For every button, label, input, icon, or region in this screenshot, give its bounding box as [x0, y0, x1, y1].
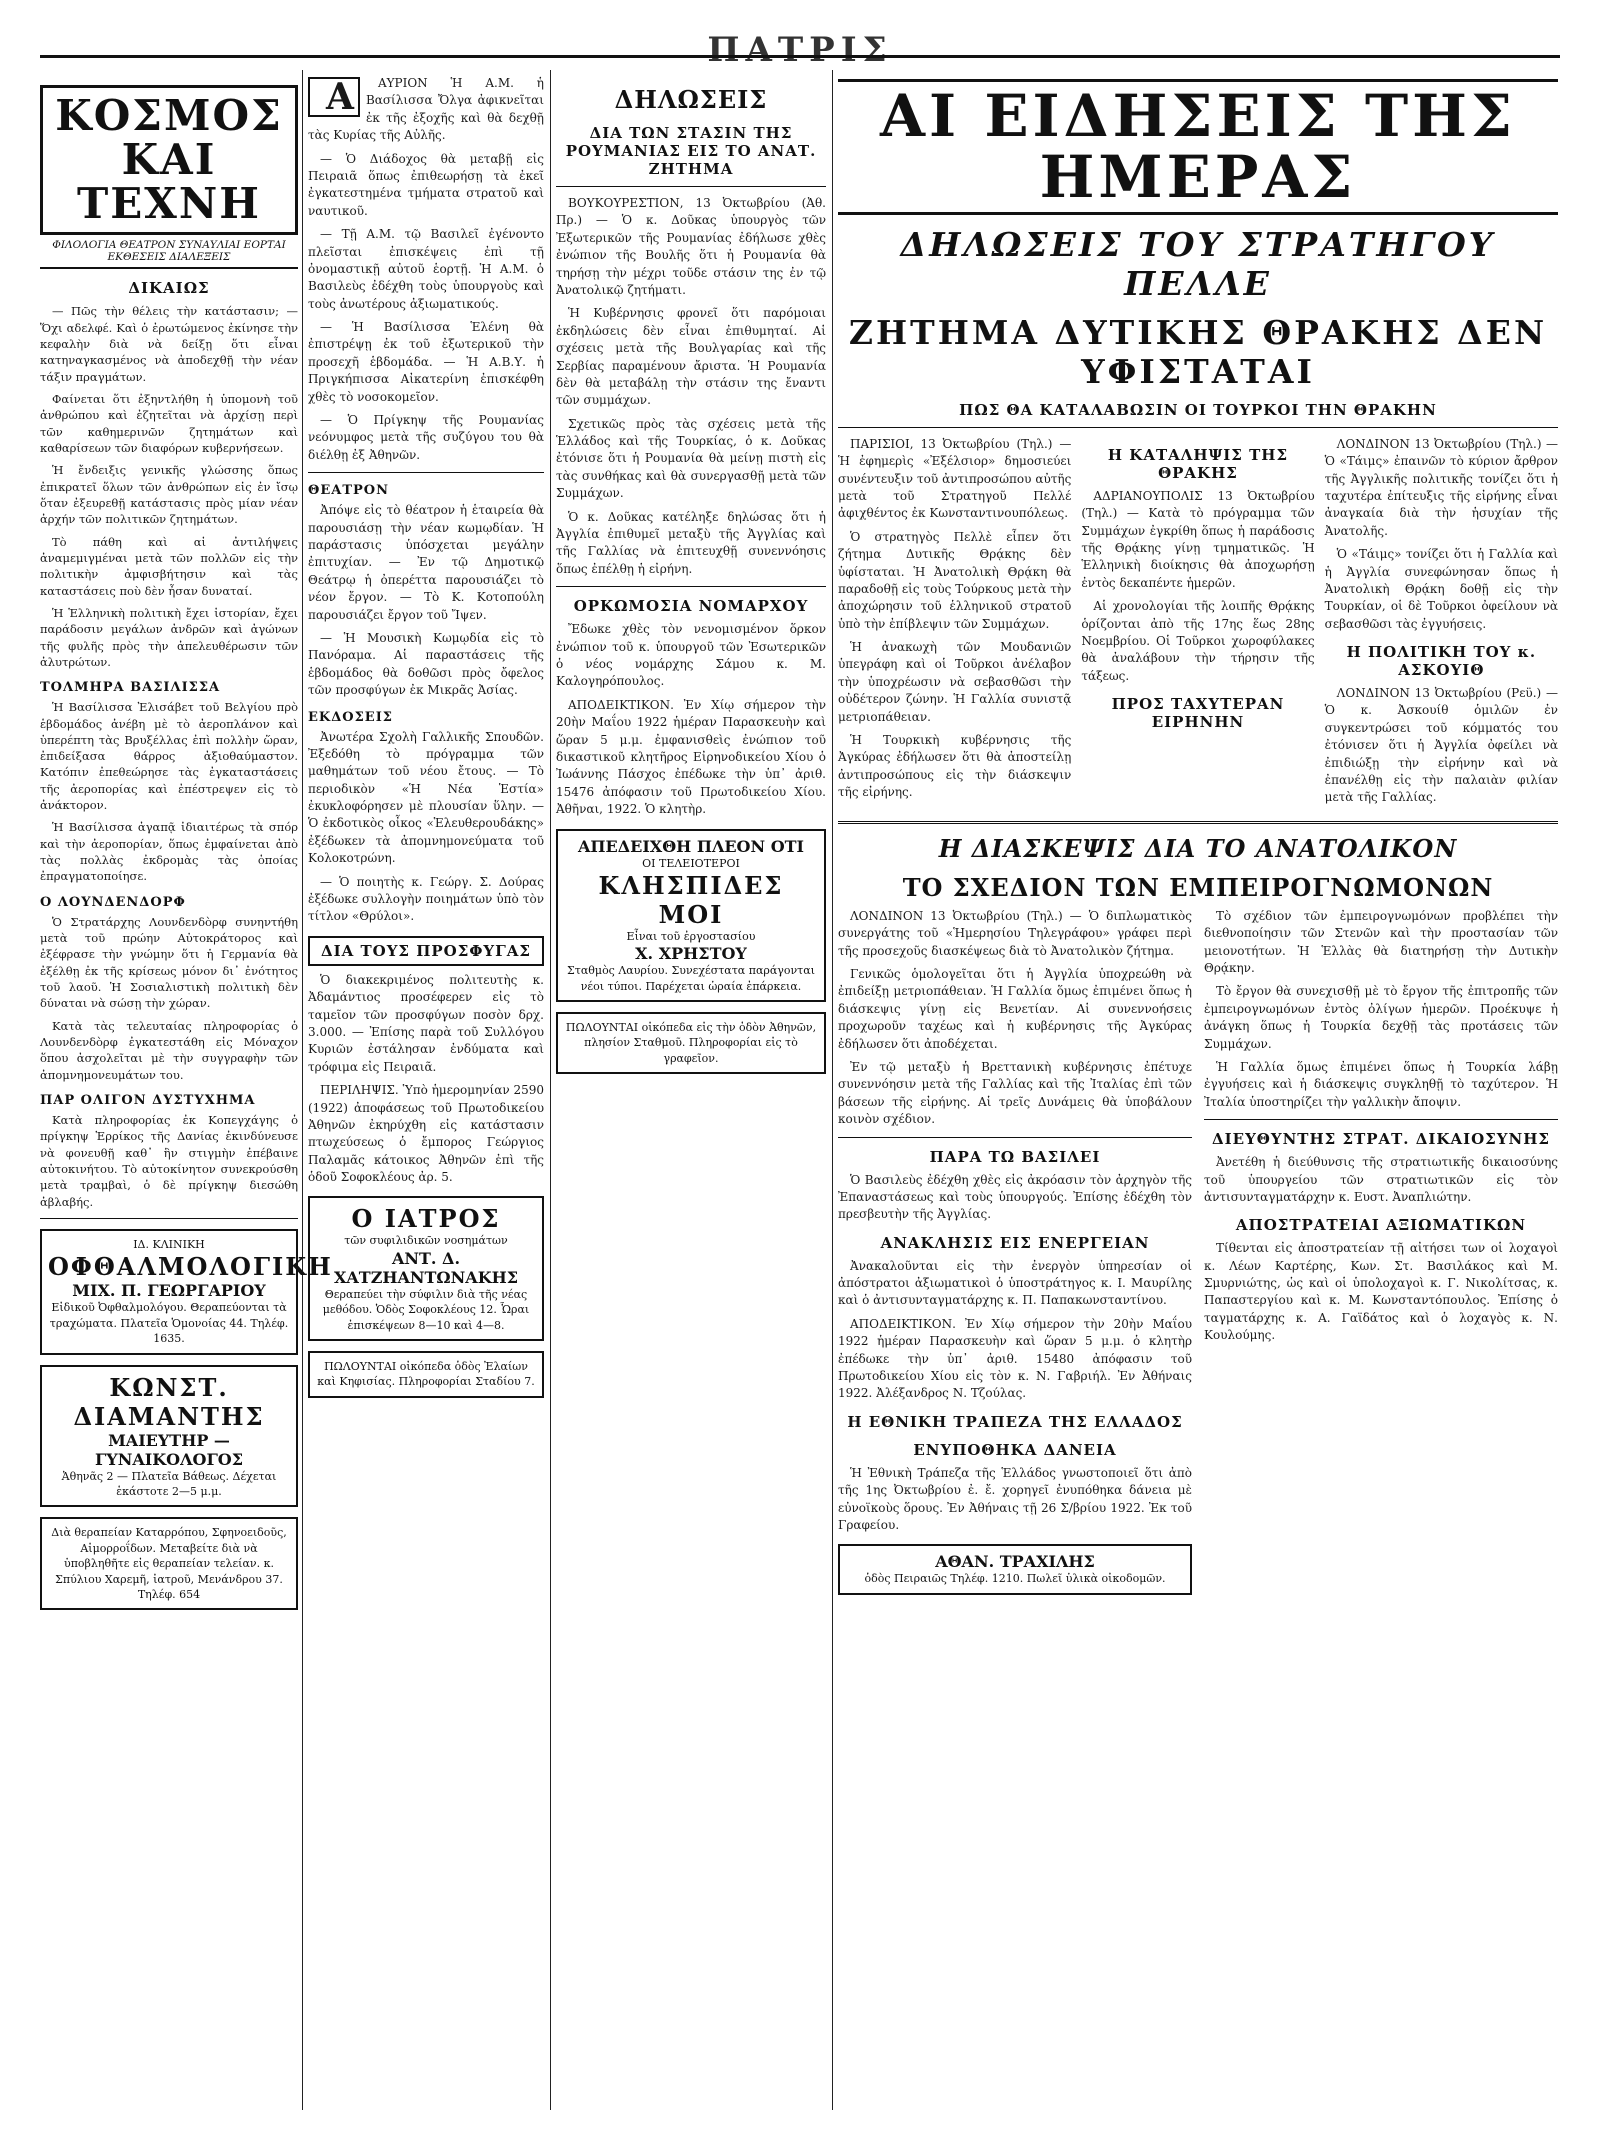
article-heading: ΘΕΑΤΡΟΝ [308, 483, 389, 499]
advertisement-land [308, 1351, 544, 1398]
article-heading: ΑΝΑΚΛΗΣΙΣ ΕΙΣ ΕΝΕΡΓΕΙΑΝ [880, 1233, 1150, 1252]
ad-name: Χ. ΧΡΗΣΤΟΥ [635, 944, 747, 964]
ad-subhead: ΟΙ ΤΕΛΕΙΟΤΕΡΟΙ [642, 856, 740, 870]
column-kosmos-kai-texni [40, 75, 333, 1620]
headline: ΖΗΤΗΜΑ ΔΥΤΙΚΗΣ ΘΡΑΚΗΣ ΔΕΝ ΥΦΙΣΤΑΤΑΙ [848, 312, 1548, 391]
headline: ΤΟ ΣΧΕΔΙΟΝ ΤΩΝ ΕΜΠΕΙΡΟΓΝΩΜΟΝΩΝ [902, 872, 1494, 902]
article-paragraph: ΛΟΝΔΙΝΟΝ 13 Ὀκτωβρίου (Ρεϋ.) — Ὁ κ. Ἀσκουίθ ὁμιλῶν ἐν συγκεντρώσει τοῦ κόμματός του ἐτόνισεν ὅτι ἡ Ἀγγλία ὀφείλει νὰ ἐπιδιώξῃ τὴν εἰρήνην καὶ νὰ ἐπανέλθῃ εἰς τὴν παλαιὰν φιλίαν μετὰ τῆς Γαλλίας. [1324, 686, 1558, 805]
article-paragraph: Ὁ Βασιλεὺς ἐδέχθη χθὲς εἰς ἀκρόασιν τὸν ἀρχηγὸν τῆς Ἐπαναστάσεως καὶ τοὺς ὑπουργούς. Ἐπίσης ἐδέχθη τὸν πρεσβευτὴν τῆς Ἀγγλίας. [838, 1172, 1192, 1222]
column-news-of-the-day [838, 75, 1558, 1605]
ad-head: ΑΠΕΔΕΙΧΘΗ ΠΛΕΟΝ ΟΤΙ [577, 836, 805, 856]
article-paragraph: ΑΔΡΙΑΝΟΥΠΟΛΙΣ 13 Ὀκτωβρίου (Τηλ.) — Κατὰ τὸ πρόγραμμα τῶν Συμμάχων ἐγκρίθη ὅπως ἡ παράδοσις τῆς Θρᾴκης γίνῃ τμηματικῶς. Ἡ Ἑλληνικὴ διοίκησις θὰ ἀποχωρήσῃ ἐντὸς δεκαπέντε ἡμερῶν. [1081, 488, 1315, 590]
drop-cap: Α [308, 77, 360, 117]
article-heading: Η ΠΟΛΙΤΙΚΗ ΤΟΥ κ. ΑΣΚΟΥΙΘ [1346, 643, 1537, 680]
ad-body: ΠΩΛΟΥΝΤΑΙ οἰκόπεδα ὁδὸς Ἐλαίων καὶ Κηφισίας. Πληροφορίαι Σταδίου 7. [317, 1360, 535, 1389]
article-paragraph: Ἡ Βασίλισσα ἀγαπᾷ ἰδιαιτέρως τὰ σπόρ καὶ τὴν ἀεροπορίαν, ὅπως ἐμφαίνεται ἀπὸ τὰς πολλὰς ἐκδρομὰς τὰς ὁποίας ἐπραγματοποίησε. [40, 820, 298, 884]
ad-body: Εἰδικοῦ Ὀφθαλμολόγου. Θεραπεύονται τὰ τραχώματα. Πλατεῖα Ὁμονοίας 44. Τηλέφ. 1635. [49, 1301, 289, 1346]
news-block-conference [838, 908, 1558, 1605]
article-paragraph: Ἀνακαλοῦνται εἰς τὴν ἐνεργὸν ὑπηρεσίαν οἱ ἀπόστρατοι ἀξιωματικοὶ ὁ ὑποστράτηγος κ. Ι. Μαυρίλης καὶ ὁ ἀντισυνταγματάρχης κ. Π. Παπακωνσταντίνου. [838, 1258, 1192, 1308]
divider [838, 821, 1558, 824]
article-heading: Η ΕΘΝΙΚΗ ΤΡΑΠΕΖΑ ΤΗΣ ΕΛΛΑΔΟΣ [847, 1412, 1183, 1431]
article-paragraph: Τίθενται εἰς ἀποστρατείαν τῇ αἰτήσει των οἱ λοχαγοὶ κ. Λέων Καρτέρης, Κων. Στ. Βασιλάκος καὶ Μ. Σμυρνιώτης, ὡς καὶ οἱ ὑπολοχαγοὶ κ. Γ. Νικολίτσας, κ. Παπαστεργίου καὶ κ. Μ. Κωνσταντόπουλος. Ἐπίσης ὁ ταγματάρχης κ. Α. Γαϊδάτος καὶ ὁ λοχαγὸς κ. Ν. Κουλούμης. [1204, 1241, 1558, 1343]
news-column [838, 908, 1192, 1605]
article-paragraph: Ἡ Ἑλληνικὴ πολιτικὴ ἔχει ἱστορίαν, ἔχει παράδοσιν μεγάλων ἀνδρῶν καὶ ἀγώνων τῆς φυλῆς πρὸς τὴν ἀπελευθέρωσιν τῶν ἀλυτρώτων. [40, 605, 298, 669]
article-heading: ΔΙΚΑΙΩΣ [128, 279, 210, 298]
article-paragraph: ΑΠΟΔΕΙΚΤΙΚΟΝ. Ἐν Χίῳ σήμερον τὴν 20ὴν Μαΐου 1922 ἡμέραν Παρασκευὴν καὶ ὥραν 5 μ.μ. ὁ κλητὴρ ἐπέδωκε τὴν ὑπ᾽ ἀριθ. 15480 ἀπόφασιν τοῦ Πρωτοδικείου Χίου εἰς τὸν κ. Ν. Γαβριήλ. Ἐν Ἀθήναις 1922. Ἀλέξανδρος Ν. Τζούλας. [838, 1316, 1192, 1401]
divider [838, 1137, 1192, 1138]
masthead-title: ΠΑΤΡΙΣ [707, 30, 893, 70]
ad-body: Θεραπεύει τὴν σύφιλιν διὰ τῆς νέας μεθόδου. Ὁδὸς Σοφοκλέους 12. Ὧραι ἐπισκέψεων 8—10 καὶ 4—8. [322, 1287, 530, 1332]
article-paragraph: — Ὁ Πρίγκηψ τῆς Ρουμανίας νεόνυμφος μετὰ τῆς συζύγου του θὰ διέλθῃ ἐξ Ἀθηνῶν. [308, 413, 544, 462]
ad-body: Σταθμὸς Λαυρίου. Συνεχέστατα παράγονται νέοι τύποι. Παρέχεται ὡραία ἐπάρκεια. [567, 964, 815, 993]
advertisement-builder [838, 1544, 1192, 1594]
article-paragraph: — Ἡ Μουσικὴ Κωμῳδία εἰς τὸ Πανόραμα. Αἱ παραστάσεις τῆς ἑβδομάδος θὰ δοθῶσι πρὸς ὄφελος τῶν προσφύγων ἐκ Μικρᾶς Ἀσίας. [308, 630, 544, 698]
article-paragraph: ΛΟΝΔΙΝΟΝ 13 Ὀκτωβρίου (Τηλ.) — Ὁ διπλωματικὸς συνεργάτης τοῦ «Ἡμερησίου Τηλεγράφου» γράφει περὶ τῆς προσεχοῦς διασκέψεως διὰ τὸ Ἀνατολικὸν ζήτημα. [838, 908, 1192, 958]
headline: ΠΩΣ ΘΑ ΚΑΤΑΛΑΒΩΣΙΝ ΟΙ ΤΟΥΡΚΟΙ ΤΗΝ ΘΡΑΚΗΝ [959, 400, 1437, 419]
divider [838, 427, 1558, 428]
advertisement-clinic [40, 1229, 333, 1355]
news-column [1081, 436, 1314, 813]
divider [556, 586, 826, 587]
article-paragraph: Ἡ Γαλλία ὅμως ἐπιμένει ὅπως ἡ Τουρκία λάβῃ ἐγγυήσεις καὶ ἡ διάσκεψις συγκληθῇ τὸ ταχύτερον. Ἡ Ἰταλία ὑποστηρίζει τὴν γαλλικὴν ἄποψιν. [1204, 1059, 1558, 1109]
ad-body: Ἀθηνᾶς 2 — Πλατεῖα Βάθεως. Δέχεται ἑκάστοτε 2—5 μ.μ. [61, 1469, 277, 1498]
article-heading: ΔΙΑ ΤΟΥΣ ΠΡΟΣΦΥΓΑΣ [308, 936, 544, 966]
section-subtitle: ΦΙΛΟΛΟΓΙΑ ΘΕΑΤΡΟΝ ΣΥΝΑΥΛΙΑΙ ΕΟΡΤΑΙ ΕΚΘΕΣΕΙΣ ΔΙΑΛΕΞΕΙΣ [40, 239, 298, 269]
column-divider [832, 70, 833, 2110]
article-paragraph [308, 75, 544, 145]
ad-body: Διὰ θεραπείαν Καταρρόπου, Σφηνοειδοῦς, Αἱμορροΐδων. Μεταβείτε διὰ νὰ ὑποβληθῆτε εἰς θεραπείαν τελείαν. κ. Σπύλιου Χαρεμῆ, ἰατροῦ, Μενάνδρου 37. Τηλέφ. 654 [51, 1526, 287, 1601]
article-text: ΑΥΡΙΟΝ Ἡ Α.Μ. ἡ Βασίλισσα Ὄλγα ἀφικνεῖται ἐκ τῆς ἐξοχῆς καὶ θὰ δεχθῇ τὰς Κυρίας τῆς Αὐλῆς. [308, 76, 544, 143]
column-divider [550, 70, 551, 2110]
ad-label: ΙΔ. ΚΛΙΝΙΚΗ [133, 1238, 205, 1252]
advertisement-doctor [308, 1196, 544, 1341]
ad-title: ΟΦΘΑΛΜΟΛΟΓΙΚΗ [48, 1252, 333, 1282]
article-paragraph: Ὁ «Τάιμς» τονίζει ὅτι ἡ Γαλλία καὶ ἡ Ἀγγλία συνεφώνησαν ὅπως ἡ Ἀνατολικὴ Θρᾴκη δοθῇ εἰς τὴν Τουρκίαν, οἱ δὲ Τοῦρκοι ὀφείλουν νὰ σεβασθῶσι τὰς ἐγγυήσεις. [1324, 547, 1558, 631]
article-paragraph: Ἔδωκε χθὲς τὸν νενομισμένον ὅρκον ἐνώπιον τοῦ κ. ὑπουργοῦ τῶν Ἐσωτερικῶν ὁ νέος νομάρχης Σάμου κ. Μ. Καλογηρόπουλος. [556, 622, 826, 689]
article-paragraph: ΑΠΟΔΕΙΚΤΙΚΟΝ. Ἐν Χίῳ σήμερον τὴν 20ὴν Μαΐου 1922 ἡμέραν Παρασκευὴν καὶ ὥραν 5 μ.μ. ἐμφανισθεὶς ἐνώπιον τοῦ δικαστικοῦ κλητῆρος Εἰρηνοδικείου Χίου ὁ Ἰωάννης Πάσχος ἐπέδωκε τὴν ὑπ᾽ ἀριθ. 15476 ἀπόφασιν τοῦ Πρωτοδικείου Χίου. Ἀθῆναι, 1922. Ὁ κλητὴρ. [556, 697, 826, 817]
article-paragraph: Ἀπόψε εἰς τὸ θέατρον ἡ ἑταιρεία θὰ παρουσιάσῃ τὴν νέαν κωμῳδίαν. Ἡ παράστασις ὑπόσχεται μεγάλην ἐπιτυχίαν. — Ἐν τῷ Δημοτικῷ Θεάτρῳ ἡ ὀπερέττα παρουσιάζει τὸ νέον ἔργον. — Τὸ Κ. Κοτοπούλη παρουσιάζει ἔργον τοῦ Ἴψεν. [308, 503, 544, 622]
article-paragraph: — Πῶς τὴν θέλεις τὴν κατάστασιν; — Ὅχι αδελφέ. Καὶ ὁ ἐρωτώμενος ἐκίνησε τὴν κεφαλὴν διὰ νὰ δείξῃ ὅτι εἶναι κατηναγκασμένος νὰ ἀποδεχθῇ τὴν νέαν τάξιν πραγμάτων. [40, 304, 298, 384]
column-romania [556, 75, 826, 1084]
news-banner: ΑΙ ΕΙΔΗΣΕΙΣ ΤΗΣ ΗΜΕΡΑΣ [838, 79, 1558, 215]
ad-body: ὁδὸς Πειραιῶς Τηλέφ. 1210. Πωλεῖ ὑλικὰ οἰκοδομῶν. [864, 1572, 1166, 1586]
column-court-news [308, 75, 544, 1408]
article-paragraph: Ἡ Ἐθνικὴ Τράπεζα τῆς Ἑλλάδος γνωστοποιεῖ ὅτι ἀπὸ τῆς 1ης Ὀκτωβρίου ἐ. ἔ. χορηγεῖ ἐνυπόθηκα δάνεια μὲ εὐνοϊκοὺς ὅρους. Ἐν Ἀθήναις τῇ 26 Σ/βρίου 1922. Ἐκ τοῦ Γραφείου. [838, 1465, 1192, 1532]
article-paragraph: Κατὰ πληροφορίας ἐκ Κοπεγχάγης ὁ πρίγκηψ Ἑρρίκος τῆς Δανίας ἐκινδύνευσε νὰ φονευθῇ καθ᾽ ἣν στιγμὴν ἐπέβαινε αὐτοκινήτου. Τὸ αὐτοκίνητον συνεκρούσθη μετὰ τραμβαὶ, ὁ δὲ πρίγκηψ διεσώθη ἀβλαβής. [40, 1113, 298, 1209]
ad-name: ΜΙΧ. Π. ΓΕΩΡΓΑΡΙΟΥ [72, 1281, 266, 1301]
article-heading: ΠΡΟΣ ΤΑΧΥΤΕΡΑΝ ΕΙΡΗΝΗΝ [1111, 695, 1285, 732]
article-heading: ΟΡΚΩΜΟΣΙΑ ΝΟΜΑΡΧΟΥ [573, 597, 809, 616]
ad-body: ΠΩΛΟΥΝΤΑΙ οἰκόπεδα εἰς τὴν ὁδὸν Ἀθηνῶν, πλησίον Σταθμοῦ. Πληροφορίαι εἰς τὸ γραφεῖον. [565, 1021, 817, 1065]
news-column [1325, 436, 1558, 813]
advertisement-therapy [40, 1517, 298, 1610]
article-heading: ΤΟΛΜΗΡΑ ΒΑΣΙΛΙΣΣΑ [40, 680, 221, 696]
article-paragraph: Ἡ Τουρκικὴ κυβέρνησις τῆς Ἀγκύρας ἐδήλωσεν ὅτι θὰ ἀποστείλῃ ἀντιπροσώπους εἰς τὴν διάσκεψιν τῆς εἰρήνης. [838, 733, 1072, 800]
article-heading: ΠΑΡ ΟΛΙΓΟΝ ΔΥΣΤΥΧΗΜΑ [40, 1093, 256, 1109]
ad-subtitle: τῶν συφιλιδικῶν νοσημάτων [344, 1234, 508, 1248]
article-paragraph: Ἐν τῷ μεταξὺ ἡ Βρεττανικὴ κυβέρνησις ἐπέτυχε συνεννόησιν μετὰ τῆς Γαλλίας καὶ τῆς Ἰταλίας ἐπὶ τῶν βάσεων τῆς εἰρήνης. Αἱ τρεῖς Δυνάμεις θὰ ὑποβάλουν κοινὸν σχέδιον. [838, 1059, 1192, 1127]
article-heading: ΑΠΟΣΤΡΑΤΕΙΑΙ ΑΞΙΩΜΑΤΙΚΩΝ [1235, 1216, 1527, 1235]
article-paragraph: Αἱ χρονολογίαι τῆς λοιπῆς Θρᾴκης ὁρίζονται ἀπὸ τῆς 17ης ἕως 28ης Νοεμβρίου. Οἱ Τοῦρκοι χωροφύλακες θὰ ἀναλάβουν τὴν τήρησιν τῆς τάξεως. [1081, 599, 1315, 683]
ad-title: ΑΘΑΝ. ΤΡΑΧΙΛΗΣ [935, 1552, 1095, 1572]
news-block-thrace [838, 436, 1558, 813]
article-paragraph: Ὁ Στρατάρχης Λουνδενδὸρφ συνηντήθη μετὰ τοῦ πρώην Αὐτοκράτορος καὶ ἐξέφρασε τὴν γνώμην ὅτι ἡ Γερμανία θὰ ἐξέλθῃ ἐκ τῆς κρίσεως μόνον δι᾽ ἐνότητος τοῦ λαοῦ. Ἡ Σοσιαλιστικὴ πολιτικὴ δὲν δύναται νὰ σώσῃ τὴν χώραν. [40, 914, 298, 1011]
article-heading: ΔΗΛΩΣΕΙΣ [614, 85, 768, 114]
article-paragraph: — Ὁ Διάδοχος θὰ μεταβῇ εἰς Πειραιᾶ ὅπως ἐπιθεωρήσῃ τὰ ἐκεῖ ἐγκατεστημένα τμήματα στρατοῦ καὶ ναυτικοῦ. [308, 151, 544, 218]
article-heading: Η ΚΑΤΑΛΗΨΙΣ ΤΗΣ ΘΡΑΚΗΣ [1107, 445, 1289, 482]
article-subheading: ΔΙΑ ΤΩΝ ΣΤΑΣΙΝ ΤΗΣ ΡΟΥΜΑΝΙΑΣ ΕΙΣ ΤΟ ΑΝΑΤ. ΖΗΤΗΜΑ [565, 124, 817, 178]
article-paragraph: — Ὁ ποιητὴς κ. Γεώργ. Σ. Δούρας ἐξέδωκε συλλογὴν ποιημάτων ὑπὸ τὸν τίτλον «Θρύλοι». [308, 874, 544, 924]
headline: ΔΗΛΩΣΕΙΣ ΤΟΥ ΣΤΡΑΤΗΓΟΥ ΠΕΛΛΕ [900, 224, 1496, 303]
article-paragraph: Ἡ ἔνδειξις γενικῆς γλώσσης ὅπως ἐπικρατεῖ ὅλων τῶν ἀνθρώπων εἰς ἐν ἴσῳ ὅταν ἐξευρεθῇ κατάστασις πρὸς μίαν νέαν ἀρχήν τῶν πολιτικῶν ζητημάτων. [40, 463, 298, 527]
advertisement-factory [556, 829, 826, 1003]
article-paragraph: ΠΕΡΙΛΗΨΙΣ. Ὑπὸ ἡμερομηνίαν 2590 (1922) ἀποφάσεως τοῦ Πρωτοδικείου Ἀθηνῶν ἐκηρύχθη εἰς κατάστασιν πτωχεύσεως ὁ ἔμπορος Γεώργιος Παλαμᾶς κάτοικος Ἀθηνῶν ἐπὶ τῆς ὁδοῦ Σοφοκλέους ἀρ. 5. [308, 1083, 544, 1185]
article-paragraph: Ἡ Βασίλισσα Ἐλισάβετ τοῦ Βελγίου πρὸ ἑβδομάδος ἀνέβη μὲ τὸ ἀεροπλάνον καὶ ὑπερέπτη τὰς Βρυξέλλας ἐπὶ πολλὴν ὥραν, ἐπιδείξασα θάρρος ἀξιοθαύμαστον. Κατόπιν ἐπεθεώρησε τὰς ἐγκαταστάσεις τῆς ἀεροπορίας καὶ ἐπέστρεψεν εἰς τὸ ἀνάκτορον. [40, 700, 298, 813]
ad-title: ΚΩΝΣΤ. ΔΙΑΜΑΝΤΗΣ [73, 1372, 265, 1431]
divider [40, 1218, 298, 1219]
article-paragraph: ΛΟΝΔΙΝΟΝ 13 Ὀκτωβρίου (Τηλ.) — Ὁ «Τάιμς» ἐπαινῶν τὸ κύριον ἄρθρον τῆς Ἀγγλικῆς πολιτικῆς τονίζει ὅτι ἡ ταχυτέρα ἐπίτευξις τῆς εἰρήνης εἶναι ἀναγκαία διὰ τὴν ἡσυχίαν τῆς Ἀνατολῆς. [1324, 436, 1558, 538]
news-column [838, 436, 1071, 813]
article-paragraph: ΠΑΡΙΣΙΟΙ, 13 Ὀκτωβρίου (Τηλ.) — Ἡ ἐφημερὶς «Ἐξέλσιορ» δημοσιεύει συνέντευξιν τοῦ ἀντιπροσώπου αὐτῆς μετὰ τοῦ Στρατηγοῦ Πελλέ ἀφιχθέντος ἐκ Κωνσταντινουπόλεως. [838, 436, 1072, 521]
divider [308, 472, 544, 473]
ad-title: ΚΛΗΣΠΙΔΕΣ ΜΟΙ [598, 870, 784, 929]
article-heading: ΕΚΔΟΣΕΙΣ [308, 709, 393, 725]
article-paragraph: Τὸ ἔργον θὰ συνεχισθῇ μὲ τὸ ἔργον τῆς ἐπιτροπῆς τῶν ἐμπειρογνωμόνων ἐντὸς ὀλίγων ἡμερῶν. Προέκυψε ἡ ἀνάγκη ὅπως ἡ Τουρκία δεχθῇ τὰς προτάσεις τῶν Συμμάχων. [1204, 984, 1558, 1051]
ad-subtitle: ΜΑΙΕΥΤΗΡ — ΓΥΝΑΙΚΟΛΟΓΟΣ [94, 1430, 244, 1469]
ad-name: ΑΝΤ. Δ. ΧΑΤΖΗΑΝΤΩΝΑΚΗΣ [333, 1248, 519, 1287]
divider [556, 186, 826, 187]
advertisement-land [556, 1012, 826, 1074]
article-paragraph: Ἀνωτέρα Σχολὴ Γαλλικῆς Σπουδῶν. Ἐξεδόθη τὸ πρόγραμμα τῶν μαθημάτων τοῦ νέου ἔτους. — Τὸ περιοδικὸν «Ἡ Νέα Ἑστία» ἐκυκλοφόρησεν μὲ πλουσίαν ὕλην. — Ὁ ἐκδοτικὸς οἶκος «Ἑλευθερουδάκης» ἐξέδωκεν τὰ ἀπομνημονεύματα τοῦ Κολοκοτρώνη. [308, 729, 544, 866]
section-title: ΚΟΣΜΟΣ ΚΑΙ ΤΕΧΝΗ [40, 85, 298, 235]
article-paragraph: Γενικῶς ὁμολογεῖται ὅτι ἡ Ἀγγλία ὑποχρεώθη νὰ ἐπιδείξῃ μετριοπάθειαν. Ἡ Γαλλία ὅμως ἐπιμένει ὅπως ἡ διάσκεψις γίνῃ εἰς Βενετίαν. Αἱ συνεννοήσεις προχωροῦν ταχέως καὶ ἡ κυβέρνησις τῆς Ἀγκύρας ἐδήλωσεν ὅτι ἀποδέχεται. [838, 966, 1192, 1051]
ad-title: Ο ΙΑΤΡΟΣ [351, 1204, 501, 1234]
article-paragraph: Τὸ σχέδιον τῶν ἐμπειρογνωμόνων προβλέπει τὴν διεθνοποίησιν τῶν Στενῶν καὶ τὴν προστασίαν τῶν μειονοτήτων. Ἡ Ἑλλὰς θὰ διατηρήσῃ τὴν Δυτικὴν Θρᾴκην. [1204, 908, 1558, 975]
news-column [1204, 908, 1558, 1605]
article-paragraph: Κατὰ τὰς τελευταίας πληροφορίας ὁ Λουνδενδὸρφ ἐγκατεστάθη εἰς Μόναχον ὅπου ἀσχολεῖται μὲ τὴν συγγραφὴν τῶν ἀπομνημονευμάτων του. [40, 1018, 298, 1082]
article-paragraph: Ἡ ἀνακωχὴ τῶν Μουδανιῶν ὑπεγράφη καὶ οἱ Τοῦρκοι ἀνέλαβον τὴν ὑποχρέωσιν νὰ σεβασθῶσι τὴν οὐδέτερον ζώνην. Ἡ Γαλλία συνιστᾷ μετριοπάθειαν. [838, 640, 1072, 724]
article-paragraph: — Ἡ Βασίλισσα Ἑλένη θὰ ἐπιστρέψῃ ἐκ τοῦ ἐξωτερικοῦ τὴν προσεχῆ ἑβδομάδα. — Ἡ Α.Β.Υ. ἡ Πριγκήπισσα Αἰκατερίνη ἐπισκέφθη χθὲς τὸ νοσοκομεῖον. [308, 320, 544, 404]
article-paragraph: Τὸ πάθη καὶ αἱ ἀντιλήψεις ἀναμεμιγμέναι μετὰ τῶν πολλῶν εἰς τὴν πολιτικὴν ἀμφισβήτησιν καὶ τὰς καταστάσεις ποὺ δὲν ἦσαν δυναταί. [40, 534, 298, 598]
article-heading: Ο ΛΟΥΝΔΕΝΔΟΡΦ [40, 894, 186, 910]
article-paragraph: — Τῇ Α.Μ. τῷ Βασιλεῖ ἐγένοντο πλεῖσται ἐπισκέψεις ἐπὶ τῇ ὀνομαστικῇ αὐτοῦ ἑορτῇ. Ἡ Α.Μ. ὁ Βασιλεὺς ἐδέχθη τοὺς ὑπουργοὺς καὶ τοὺς ἀνωτέρους ἀξιωματικούς. [308, 227, 544, 311]
article-paragraph: Σχετικῶς πρὸς τὰς σχέσεις μετὰ τῆς Ἑλλάδος καὶ τῆς Τουρκίας, ὁ κ. Δοῦκας ἐτόνισε ὅτι ἡ Ρουμανία θὰ μείνῃ πιστὴ εἰς τὰς συνθήκας καὶ θὰ συνεργασθῇ μετὰ τῶν Συμμάχων. [556, 416, 826, 501]
article-subheading: ΕΝΥΠΟΘΗΚΑ ΔΑΝΕΙΑ [913, 1440, 1117, 1459]
article-paragraph: ΒΟΥΚΟΥΡΕΣΤΙΟΝ, 13 Ὀκτωβρίου (Ἀθ. Πρ.) — Ὁ κ. Δοῦκας ὑπουργὸς τῶν Ἐξωτερικῶν τῆς Ρουμανίας ἐδήλωσε χθὲς ἐνώπιον τῆς Βουλῆς ὅτι ἡ Ρουμανία θὰ τηρήσῃ τὴν μέχρι τοῦδε στάσιν της ἐν τῷ Ἀνατολικῷ ζητήματι. [556, 196, 826, 297]
divider [1204, 1119, 1558, 1120]
article-heading: ΔΙΕΥΘΥΝΤΗΣ ΣΤΡΑΤ. ΔΙΚΑΙΟΣΥΝΗΣ [1212, 1130, 1550, 1149]
article-paragraph: Ὁ διακεκριμένος πολιτευτὴς κ. Ἀδαμάντιος προσέφερεν εἰς τὸ ταμεῖον τῶν προσφύγων ποσὸν δρχ. 3.000. — Ἐπίσης παρὰ τοῦ Συλλόγου Κυριῶν ἐστάλησαν ἐνδύματα καὶ τρόφιμα εἰς Πειραιᾶ. [308, 972, 544, 1074]
article-paragraph: Ἀνετέθη ἡ διεύθυνσις τῆς στρατιωτικῆς δικαιοσύνης τοῦ ὑπουργείου τῶν στρατιωτικῶν εἰς τὸν ἀντισυνταγματάρχην κ. Ευστ. Ἀναπλιώτην. [1204, 1155, 1558, 1204]
article-paragraph: Ὁ κ. Δοῦκας κατέληξε δηλώσας ὅτι ἡ Ἀγγλία ἐπιθυμεῖ μεταξὺ τῆς Ἀγγλίας καὶ τῆς Γαλλίας νὰ ἐπιτευχθῇ συνεννόησις ὅπως ἐπέλθῃ ἡ εἰρήνη. [556, 509, 826, 576]
masthead-rule [40, 55, 1560, 58]
column-divider [302, 70, 303, 2110]
ad-body: Εἶναι τοῦ ἐργοστασίου [626, 929, 756, 943]
article-paragraph: Ὁ στρατηγὸς Πελλὲ εἶπεν ὅτι ζήτημα Δυτικῆς Θρᾴκης δὲν ὑφίσταται. Ἡ Ἀνατολικὴ Θρᾴκη θὰ παραδοθῇ εἰς τοὺς Τούρκους μετὰ τὴν ἀποχώρησιν τοῦ ἑλληνικοῦ στρατοῦ ὑπὸ τὴν ἐπίβλεψιν τῶν Συμμάχων. [838, 529, 1072, 631]
article-paragraph: Φαίνεται ὅτι ἐξηντλήθη ἡ ὑπομονὴ τοῦ ἀνθρώπου καὶ ἐζητεῖται νὰ ἀρχίσῃ περὶ τῶν καθημερινῶν ζητημάτων καὶ καθαρίσεων τῶν διαφόρων κυβερνήσεων. [40, 391, 298, 455]
headline: Η ΔΙΑΣΚΕΨΙΣ ΔΙΑ ΤΟ ΑΝΑΤΟΛΙΚΟΝ [938, 833, 1458, 863]
advertisement-doctor [40, 1365, 298, 1508]
article-paragraph: Ἡ Κυβέρνησις φρονεῖ ὅτι παρόμοιαι ἐκδηλώσεις δὲν εἶναι ἐπιθυμηταί. Αἱ σχέσεις μετὰ τῆς Βουλγαρίας καὶ τῆς Σερβίας παραμένουν ἄριστα. Ἡ Ρουμανία δὲν θὰ μεταβάλῃ τὴν στάσιν της ἔναντι τῶν συμμάχων. [556, 306, 826, 408]
article-heading: ΠΑΡΑ ΤΩ ΒΑΣΙΛΕΙ [929, 1147, 1101, 1166]
